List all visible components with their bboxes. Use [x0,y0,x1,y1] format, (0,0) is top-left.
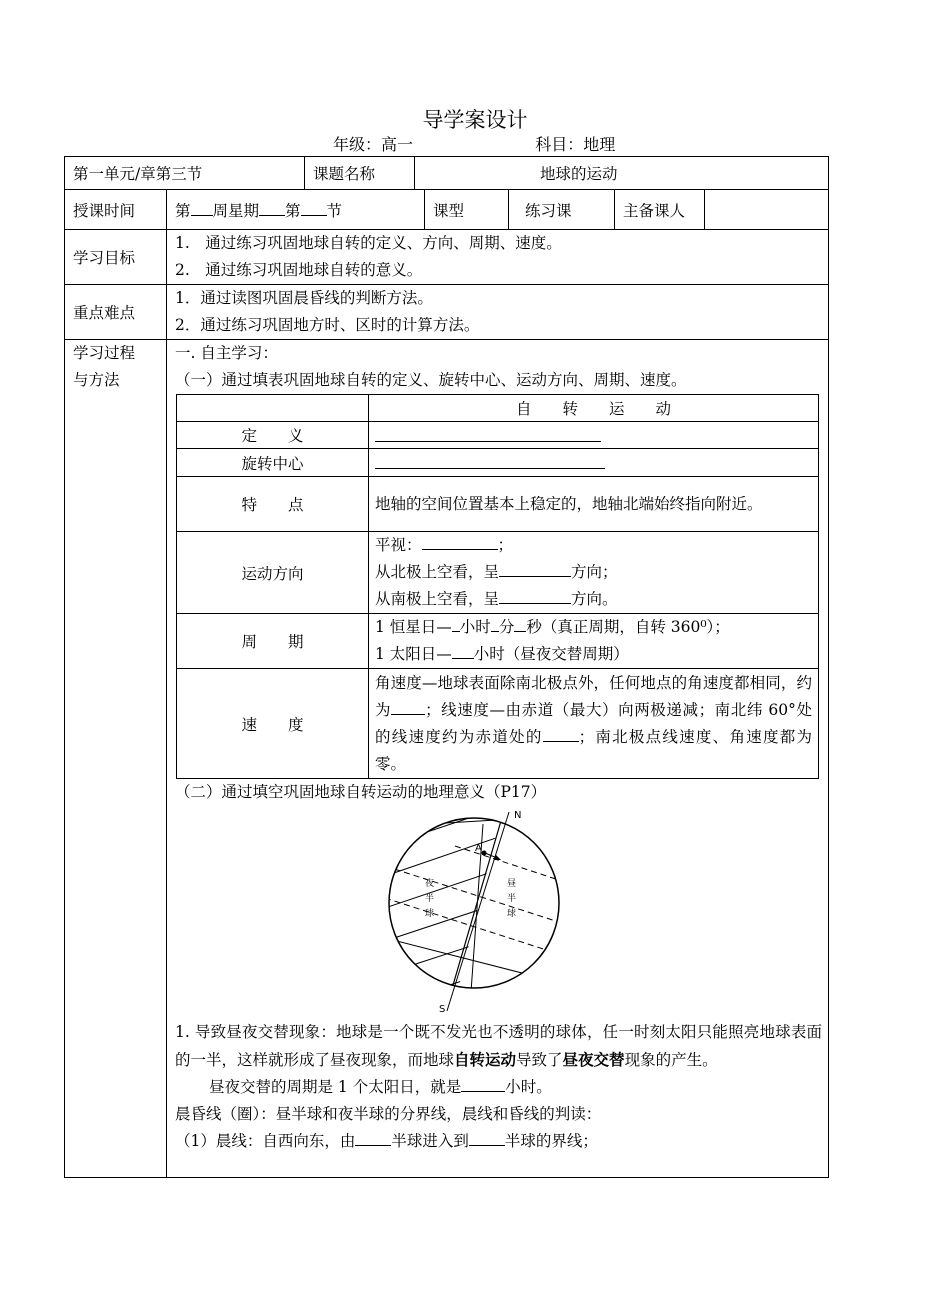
day-char: 半 [507,894,517,904]
type-label: 课型 [425,190,509,230]
day-char: 球 [507,909,517,919]
feature-text: 地轴的空间位置基本上稳定的，地轴北端始终指向附近。 [369,477,819,532]
grade-text: 年级：高一 [333,135,414,154]
terminator-intro: 晨昏线（圈）：昼半球和夜半球的分界线，晨线和昏线的判读： [175,1105,602,1123]
definition-blank[interactable] [375,425,601,442]
goal-item: 1. 通过练习巩固地球自转的定义、方向、周期、速度。 [175,234,562,252]
feature-label: 特 点 [177,477,369,532]
night-char: 半 [425,894,435,904]
subject-text: 科目：地理 [535,135,616,154]
rotation-table [176,394,819,779]
period-cell: 1 恒星日— 小时 分 秒（真正周期，自转 360⁰）； 1 太阳日— 小时（昼夜交替周期） [369,614,819,669]
center-label: 旋转中心 [177,449,369,477]
speed-cell: 角速度—地球表面除南北极点外，任何地点的角速度都相同，约为 ；线速度—由赤道（最大）向两极递减；南北纬 60°处的线速度约为赤道处的 ；南北极点线速度、角速度都为零。 [369,669,819,779]
dawn-line-text: （1）晨线：自西向东，由 半球进入到 半球的界线； [175,1128,828,1155]
goals-row [65,230,829,285]
process-row [65,340,829,1178]
page-title: 导学案设计 [422,108,528,132]
unit-cell: 第一单元/章第三节 [65,157,305,190]
unit-row [65,157,829,190]
key-item: 2．通过练习巩固地方时、区时的计算方法。 [175,316,480,334]
south-label: S [439,1004,446,1015]
direction-label: 运动方向 [177,532,369,614]
direction-cell: 平视： ； 从北极上空看，呈 方向； 从南极上空看，呈 方向。 [369,532,819,614]
process-label-2: 与方法 [73,371,120,389]
night-hatching [385,806,565,1019]
goal-item: 2. 通过练习巩固地球自转的意义。 [175,261,423,279]
section-two-heading: （二）通过填空巩固地球自转运动的地理意义（P17） [175,783,547,801]
day-char: 昼 [507,879,517,889]
topic-label: 课题名称 [305,157,415,190]
day-night-period-line: 昼夜交替的周期是 1 个太阳日，就是 小时。 [175,1074,828,1101]
night-char: 夜 [425,879,435,889]
rotation-header: 自 转 运 动 [369,395,819,422]
goals-label: 学习目标 [65,230,167,285]
point-a-label: A [475,843,482,854]
speed-label: 速 度 [177,669,369,779]
time-label: 授课时间 [65,190,167,230]
self-study-heading: 一. 自主学习： [175,344,278,362]
preparer-label: 主备课人 [615,190,705,230]
day-night-paragraph: 1. 导致昼夜交替现象：地球是一个既不发光也不透明的球体，任一时刻太阳只能照亮地球表面的一半，这样就形成了昼夜现象，而地球自转运动导致了昼夜交替现象的产生。 [175,1023,823,1069]
header-info [333,132,615,155]
night-char: 球 [425,909,435,919]
process-label: 学习过程 [73,344,136,362]
type-value: 练习课 [509,190,615,230]
definition-label: 定 义 [177,422,369,449]
earth-rotation-figure [385,806,585,1019]
time-row [65,190,829,230]
topic-value: 地球的运动 [415,157,829,190]
preparer-value [705,190,829,230]
keys-label: 重点难点 [65,285,167,340]
section-one-heading: （一）通过填表巩固地球自转的定义、旋转中心、运动方向、周期、速度。 [175,371,687,389]
key-item: 1．通过读图巩固晨昏线的判断方法。 [175,289,433,307]
period-label: 周 期 [177,614,369,669]
time-cell: 第 周星期 第 节 [167,190,425,230]
keys-row [65,285,829,340]
north-label: N [514,810,522,821]
earth-figure-wrap [175,806,828,1019]
center-blank[interactable] [375,452,605,469]
lesson-plan-table [64,156,829,1178]
